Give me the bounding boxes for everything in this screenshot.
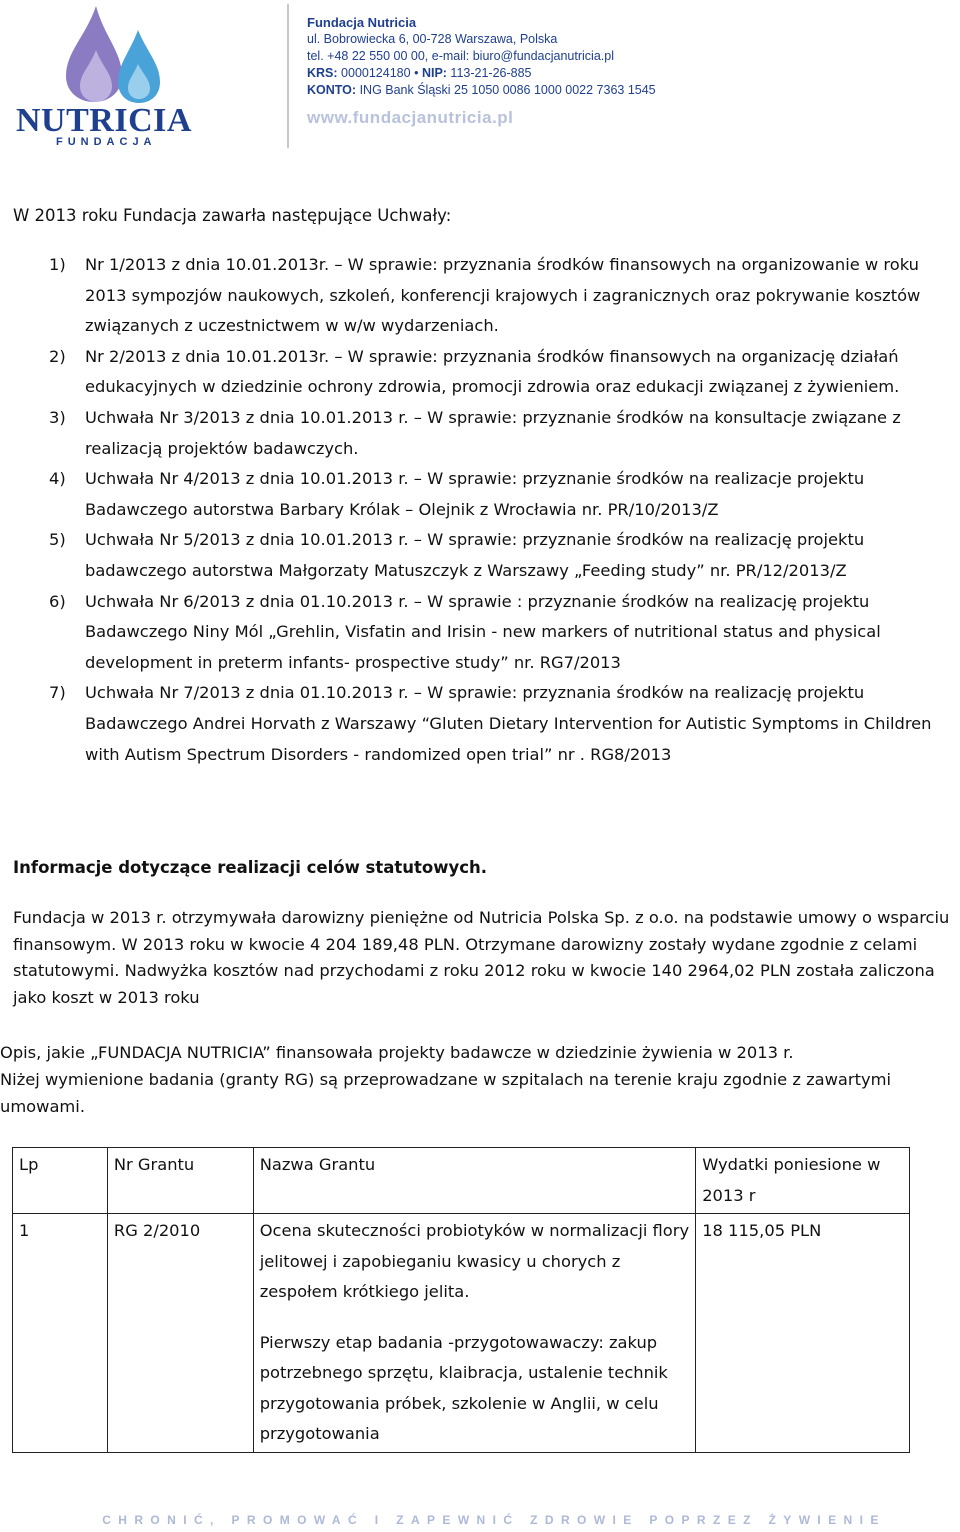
cell-amount: 18 115,05 PLN <box>696 1214 910 1453</box>
col-header-name: Nazwa Grantu <box>253 1148 695 1214</box>
cell-nr: RG 2/2010 <box>107 1214 253 1453</box>
grants-table <box>12 1147 910 1453</box>
opis-line-2: Niżej wymienione badania (granty RG) są przeprowadzane w szpitalach na terenie kraju zgodnie z zawartymi umowami. <box>0 1070 892 1116</box>
footer-slogan: CHRONIĆ, PROMOWAĆ I ZAPEWNIĆ ZDROWIE POPRZEZ ŻYWIENIE <box>102 1513 886 1527</box>
opis-line: Opis, jakie „FUNDACJA NUTRICIA” finansowała projekty badawcze w dziedzinie żywienia w 2013 r. <box>0 1043 794 1062</box>
org-address: ul. Bobrowiecka 6, 00-728 Warszawa, Polska <box>307 32 558 46</box>
water-drops-icon <box>8 2 208 112</box>
col-header-nr: Nr Grantu <box>107 1148 253 1214</box>
organization-info <box>307 14 656 126</box>
list-item: 7) Uchwała Nr 7/2013 z dnia 01.10.2013 r. – W sprawie: przyznania środków na realizację projektu Badawczego Andrei Horvath z Warszawy “Gluten Dietary Intervention for Autistic Symptoms in Children with Autism Spectrum Disorders - randomized open trial” nr . RG8/2013 <box>49 683 932 764</box>
intro-text: W 2013 roku Fundacja zawarła następujące Uchwały: <box>13 206 452 225</box>
research-description <box>0 1039 960 1120</box>
resolutions-list <box>0 250 960 770</box>
org-bank-account: KONTO: ING Bank Śląski 25 1050 0086 1000 0022 7363 1545 <box>307 83 656 97</box>
cell-lp: 1 <box>13 1214 108 1453</box>
list-item: 2) Nr 2/2013 z dnia 10.01.2013r. – W sprawie: przyznania środków finansowych na organizację działań edukacyjnych w dziedzinie ochrony zdrowia, promocji zdrowia oraz edukacji związanej z żywieniem. <box>49 346 900 397</box>
list-item: 5) Uchwała Nr 5/2013 z dnia 10.01.2013 r. – W sprawie: przyznanie środków na realizację projektu badawczego autorstwa Małgorzaty Matuszczyk z Warszawy „Feeding study” nr. PR/12/2013/Z <box>49 530 865 580</box>
list-item: 4) Uchwała Nr 4/2013 z dnia 10.01.2013 r. – W sprawie: przyznanie środków na realizacje projektu Badawczego autorstwa Barbary Królak – Olejnik z Wrocławia nr. PR/10/2013/Z <box>49 469 865 519</box>
org-contact: tel. +48 22 550 00 00, e-mail: biuro@fundacjanutricia.pl <box>307 49 614 63</box>
bullet-icon: • <box>414 66 419 80</box>
financial-paragraph: Fundacja w 2013 r. otrzymywała darowizny pieniężne od Nutricia Polska Sp. z o.o. na podstawie umowy o wsparciu finansowym. W 2013 roku w kwocie 4 204 189,48 PLN. Otrzymane darowizny zostały wydane zgodnie z celami statutowymi. Nadwyżka kosztów nad przychodami z roku 2012 roku w kwocie 140 2964,02 PLN została zaliczona jako koszt w 2013 roku <box>13 908 950 1007</box>
nutricia-logo <box>8 2 208 152</box>
grant-stage-description: Pierwszy etap badania -przygotowawaczy: zakup potrzebnego sprzętu, klaibracja, ustalenie technik przygotowania próbek, szkolenie w Anglii, w celu przygotowania <box>259 1332 668 1443</box>
table-row <box>13 1214 910 1453</box>
list-item: 6) Uchwała Nr 6/2013 z dnia 01.10.2013 r. – W sprawie : przyznanie środków na realizację projektu Badawczego Niny Mól „Grehlin, Visfatin and Irisin - new markers of nutritional status and physical development in preterm infants- prospective study” nr. RG7/2013 <box>49 591 881 672</box>
logo-wordmark: NUTRICIA <box>16 102 192 139</box>
col-header-lp: Lp <box>13 1148 108 1214</box>
org-registry: KRS: 0000124180 • NIP: 113-21-26-885 <box>307 66 532 80</box>
org-name: Fundacja Nutricia <box>307 15 417 30</box>
list-item: 1) Nr 1/2013 z dnia 10.01.2013r. – W sprawie: przyznania środków finansowych na organizowanie w roku 2013 sympozjów naukowych, szkoleń, konferencji krajowych i zagranicznych oraz pokrywanie kosztów związanych z uczestnictwem w w/w wydarzeniach. <box>49 255 921 336</box>
grant-title: Ocena skuteczności probiotyków w normalizacji flory jelitowej i zapobieganiu kwasicy u chorych z zespołem krótkiego jelita. <box>259 1221 690 1301</box>
table-header-row <box>13 1148 910 1214</box>
org-website-link[interactable]: www.fundacjanutricia.pl <box>307 108 514 127</box>
list-item: 3) Uchwała Nr 3/2013 z dnia 10.01.2013 r. – W sprawie: przyznanie środków na konsultacje związane z realizacją projektów badawczych. <box>49 407 901 458</box>
section-heading: Informacje dotyczące realizacji celów statutowych. <box>13 858 488 877</box>
cell-name <box>253 1214 695 1453</box>
col-header-expenses: Wydatki poniesione w 2013 r <box>696 1148 910 1214</box>
header-divider <box>287 4 289 148</box>
logo-subtitle: FUNDACJA <box>56 136 157 148</box>
